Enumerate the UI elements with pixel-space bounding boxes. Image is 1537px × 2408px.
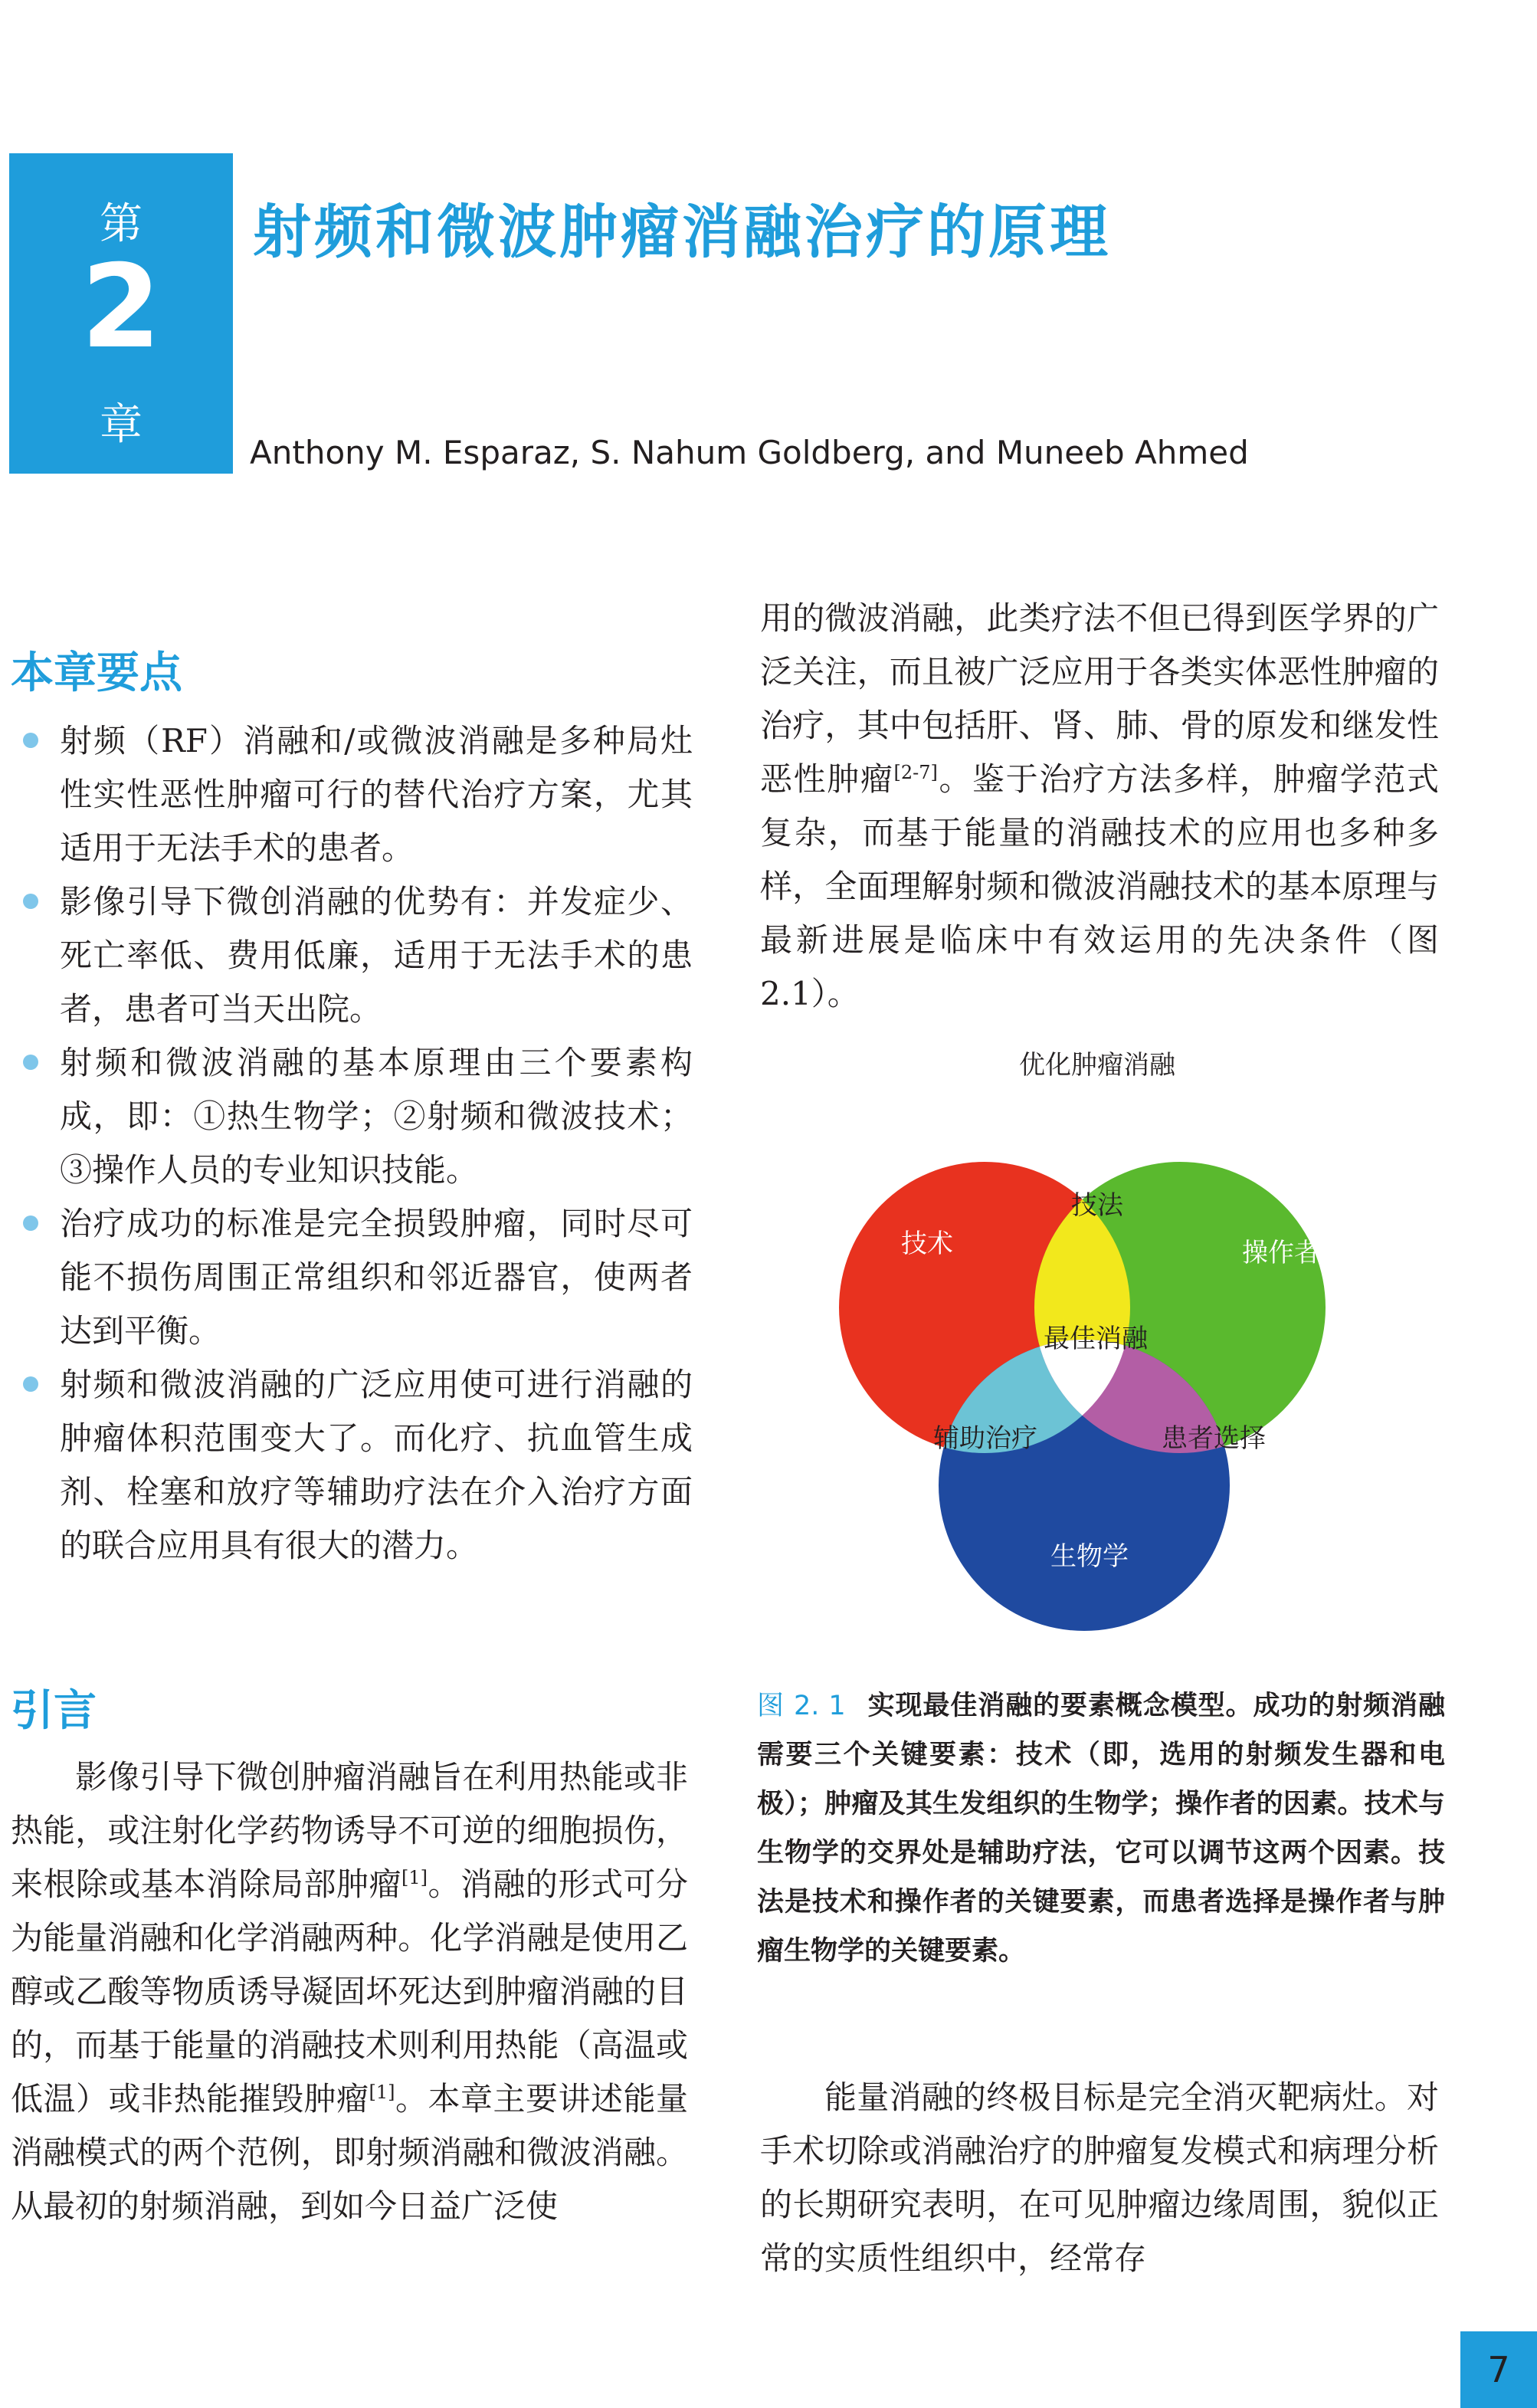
key-point-item: 射频和微波消融的广泛应用使可进行消融的肿瘤体积范围变大了。而化疗、抗血管生成剂、栓塞和放疗等辅助疗法在介入治疗方面的联合应用具有很大的潜力。 bbox=[11, 1358, 693, 1573]
figure-title: 优化肿瘤消融 bbox=[1019, 1050, 1175, 1081]
operator-label: 操作者 bbox=[1242, 1238, 1320, 1268]
bullet-dot-icon bbox=[23, 1376, 38, 1392]
intro-paragraph-continued: 用的微波消融，此类疗法不但已得到医学界的广泛关注，而且被广泛应用于各类实体恶性肿瘤的治疗，其中包括肝、肾、肺、骨的原发和继发性恶性肿瘤[2-7]。鉴于治疗方法多样，肿瘤学范式复杂，而基于能量的消融技术的应用也多种多样，全面理解射频和微波消融技术的基本原理与最新进展是临床中有效运用的先决条件（图 2.1）。 bbox=[760, 599, 1439, 1012]
chapter-authors: Anthony M. Esparaz, S. Nahum Goldberg, and Muneeb Ahmed bbox=[250, 434, 1249, 471]
body-paragraph: 能量消融的终极目标是完全消灭靶病灶。对手术切除或消融治疗的肿瘤复发模式和病理分析的长期研究表明，在可见肿瘤边缘周围，貌似正常的实质性组织中，经常存 bbox=[760, 2078, 1439, 2277]
bullet-dot-icon bbox=[23, 1215, 38, 1231]
intro-paragraph: 影像引导下微创肿瘤消融旨在利用热能或非热能，或注射化学药物诱导不可逆的细胞损伤，来根除或基本消除局部肿瘤[1]。消融的形式可分为能量消融和化学消融两种。化学消融是使用乙醇或乙酸等物质诱导凝固坏死达到肿瘤消融的目的，而基于能量的消融技术则利用热能（高温或低温）或非热能摧毁肿瘤[1]。本章主要讲述能量消融模式的两个范例，即射频消融和微波消融。从最初的射频消融，到如今日益广泛使 bbox=[11, 1758, 688, 2225]
chapter-suffix: 章 bbox=[100, 400, 143, 450]
patient-selection-label: 患者选择 bbox=[1162, 1423, 1266, 1454]
page-number: 7 bbox=[1460, 2331, 1537, 2408]
adjuvant-label: 辅助治疗 bbox=[933, 1423, 1037, 1454]
citation: [1] bbox=[401, 1867, 428, 1888]
chapter-number: 2 bbox=[80, 241, 162, 374]
chapter-number-box bbox=[9, 153, 233, 474]
key-point-item: 治疗成功的标准是完全损毁肿瘤，同时尽可能不损伤周围正常组织和邻近器官，使两者达到平衡。 bbox=[11, 1197, 693, 1358]
figure-label: 图 2. 1 bbox=[757, 1691, 846, 1721]
key-point-item: 射频（RF）消融和/或微波消融是多种局灶性实性恶性肿瘤可行的替代治疗方案，尤其适用于无法手术的患者。 bbox=[11, 714, 693, 875]
bullet-dot-icon bbox=[23, 1055, 38, 1070]
citation: [2-7] bbox=[893, 762, 938, 783]
figure-caption: 图 2. 1 实现最佳消融的要素概念模型。成功的射频消融需要三个关键要素：技术（即，选用的射频发生器和电极）；肿瘤及其生发组织的生物学；操作者的因素。技术与生物学的交界处是辅助疗法，它可以调节这两个因素。技法是技术和操作者的关键要素，而患者选择是操作者与肿瘤生物学的关键要素。 bbox=[757, 1691, 1445, 1967]
chapter-prefix: 第 bbox=[100, 199, 143, 249]
key-point-item: 影像引导下微创消融的优势有：并发症少、死亡率低、费用低廉，适用于无法手术的患者，患者可当天出院。 bbox=[11, 875, 693, 1036]
chapter-title: 射频和微波肿瘤消融治疗的原理 bbox=[253, 198, 1111, 266]
technique-label: 技法 bbox=[1071, 1190, 1123, 1221]
venn-diagram bbox=[797, 1088, 1372, 1671]
bullet-dot-icon bbox=[23, 733, 38, 748]
technology-label: 技术 bbox=[901, 1229, 953, 1259]
key-points-list bbox=[11, 714, 693, 1573]
intro-heading: 引言 bbox=[11, 1685, 97, 1736]
citation: [1] bbox=[369, 2082, 395, 2103]
key-point-item: 射频和微波消融的基本原理由三个要素构成，即：①热生物学；②射频和微波技术；③操作人员的专业知识技能。 bbox=[11, 1036, 693, 1197]
biology-label: 生物学 bbox=[1050, 1541, 1129, 1572]
key-points-heading: 本章要点 bbox=[11, 648, 182, 698]
optimal-ablation-label: 最佳消融 bbox=[1044, 1324, 1148, 1354]
bullet-dot-icon bbox=[23, 894, 38, 909]
